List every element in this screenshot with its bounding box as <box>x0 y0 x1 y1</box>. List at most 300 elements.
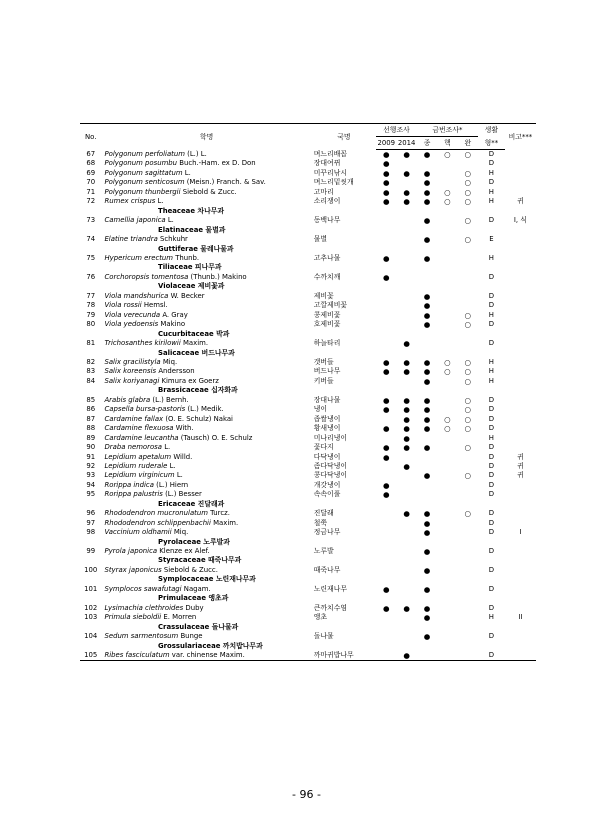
author-citation: (L.) Hiern <box>153 480 189 489</box>
author-citation: Duby <box>183 603 204 612</box>
species-epithet: Polygonum perfoliatum <box>104 149 185 158</box>
author-citation: L. <box>167 461 176 470</box>
scientific-name <box>101 377 311 386</box>
header-no: No. <box>80 124 101 150</box>
row-number: 81 <box>86 339 96 348</box>
author-citation: Nagam. <box>181 584 211 593</box>
survey-mark <box>437 169 457 178</box>
survey-mark: ● <box>423 150 431 159</box>
survey-mark <box>458 301 478 310</box>
row-number: 87 <box>86 414 96 423</box>
survey-mark <box>417 273 437 282</box>
life-form: D <box>488 272 495 281</box>
survey-mark <box>458 547 478 556</box>
table-row <box>80 519 536 528</box>
korean-name: 콩제비꽃 <box>313 310 341 319</box>
header-haek: 핵 <box>437 137 457 150</box>
species-epithet: Primula sieboldii <box>104 613 162 622</box>
remark <box>505 339 536 348</box>
remark <box>505 311 536 320</box>
survey-mark <box>396 254 416 263</box>
species-epithet: Vaccinium oldhamii <box>104 528 172 537</box>
survey-mark: ○ <box>444 424 451 434</box>
header-jong: 종 <box>417 137 437 150</box>
survey-mark: ● <box>382 178 390 188</box>
species-epithet: Viola verecunda <box>104 310 161 319</box>
scientific-name <box>101 566 311 575</box>
survey-mark <box>437 585 457 594</box>
survey-mark: ● <box>423 603 431 613</box>
life-form: H <box>488 168 494 177</box>
life-form: D <box>488 159 495 168</box>
survey-mark: ○ <box>444 197 451 207</box>
family-name: Elatinaceae 물별과 <box>158 225 226 234</box>
survey-mark <box>437 528 457 537</box>
survey-mark <box>376 528 396 537</box>
species-epithet: Ribes fasciculatum <box>104 651 170 660</box>
remark <box>505 178 536 187</box>
survey-mark <box>458 481 478 490</box>
family-name: Grossulariaceae 까치밥나무과 <box>158 641 263 650</box>
survey-mark: ● <box>423 367 431 377</box>
survey-mark <box>437 604 457 613</box>
survey-mark <box>437 519 457 528</box>
author-citation: E. Morren <box>161 613 197 622</box>
family-name: Ericaceae 진달래과 <box>158 499 225 508</box>
survey-mark <box>396 216 416 225</box>
row-number: 91 <box>86 452 96 461</box>
life-form: D <box>488 395 495 404</box>
row-number: 102 <box>84 603 98 612</box>
table-row <box>80 377 536 386</box>
remark <box>505 367 536 376</box>
header-wan: 완 <box>458 137 478 150</box>
survey-mark <box>376 462 396 471</box>
survey-mark: ● <box>382 452 390 462</box>
survey-mark: ● <box>423 178 431 188</box>
survey-mark: ● <box>382 424 390 434</box>
survey-mark <box>458 462 478 471</box>
survey-mark: ● <box>382 159 390 169</box>
survey-mark: ● <box>423 301 431 311</box>
family-row <box>80 386 536 395</box>
table-row <box>80 159 536 168</box>
table-row <box>80 434 536 443</box>
remark: 귀 <box>517 197 524 206</box>
survey-mark: ○ <box>464 310 472 320</box>
row-number: 101 <box>84 584 98 593</box>
author-citation: Maxim. <box>180 339 209 348</box>
header-korean-name: 국명 <box>312 124 376 150</box>
korean-name: 까마귀밥나무 <box>312 651 376 661</box>
survey-mark <box>437 396 457 405</box>
survey-mark: ○ <box>464 509 472 519</box>
row-number: 93 <box>86 471 96 480</box>
korean-name: 소리쟁이 <box>313 197 341 206</box>
survey-mark: ● <box>382 150 390 159</box>
family-name: Crassulaceae 돌나물과 <box>158 622 239 631</box>
korean-name: 돌나물 <box>313 632 334 641</box>
scientific-name <box>101 169 311 178</box>
korean-name: 냉이 <box>313 405 328 414</box>
scientific-name <box>101 651 311 661</box>
survey-mark: ● <box>423 414 431 424</box>
life-form: D <box>488 471 495 480</box>
family-row <box>80 349 536 358</box>
korean-name: 꽃다지 <box>313 443 334 452</box>
remark <box>505 509 536 518</box>
survey-mark: ○ <box>464 395 472 405</box>
row-number: 75 <box>86 253 96 262</box>
life-form: D <box>488 565 495 574</box>
family-name: Cucurbitaceae 박과 <box>158 329 230 338</box>
survey-mark <box>437 216 457 225</box>
species-epithet: Trichosanthes kirilowii <box>104 339 181 348</box>
survey-mark: ○ <box>444 187 451 197</box>
survey-mark <box>437 490 457 499</box>
survey-mark <box>396 320 416 329</box>
family-row <box>80 538 536 547</box>
table-row <box>80 453 536 462</box>
row-number: 90 <box>86 443 96 452</box>
korean-name: 하늘타리 <box>313 339 341 348</box>
family-name: Symplocaceae 노린재나무과 <box>158 575 256 584</box>
scientific-name <box>101 292 311 301</box>
survey-mark <box>437 311 457 320</box>
survey-mark <box>437 453 457 462</box>
header-life-form: 생활 <box>478 124 505 137</box>
author-citation: Hemsl. <box>141 301 168 310</box>
table-row <box>80 169 536 178</box>
life-form: H <box>488 197 494 206</box>
scientific-name <box>101 301 311 310</box>
scientific-name <box>101 178 311 187</box>
scientific-name <box>101 462 311 471</box>
life-form: D <box>488 480 495 489</box>
korean-name: 진달래 <box>313 509 334 518</box>
survey-mark <box>376 311 396 320</box>
survey-mark: ● <box>403 197 410 207</box>
survey-mark <box>437 320 457 329</box>
family-row <box>80 226 536 235</box>
family-name: Tiliaceae 피나무과 <box>158 263 222 272</box>
author-citation: (L.) Medik. <box>185 405 224 414</box>
scientific-name <box>101 481 311 490</box>
survey-mark: ● <box>423 613 431 623</box>
scientific-name <box>101 547 311 556</box>
remark <box>505 169 536 178</box>
remark <box>505 159 536 168</box>
header-previous-survey: 선행조사 <box>376 124 417 137</box>
remark <box>505 358 536 367</box>
korean-name: 좀다닥냉이 <box>313 461 347 470</box>
survey-mark <box>458 254 478 263</box>
family-name: Salicaceae 버드나무과 <box>158 348 235 357</box>
row-number: 100 <box>84 565 98 574</box>
scientific-name <box>101 188 311 197</box>
survey-mark <box>437 405 457 414</box>
row-number: 74 <box>86 235 96 244</box>
remark <box>505 377 536 386</box>
author-citation: (L.) Bernh. <box>150 395 189 404</box>
survey-mark <box>458 613 478 622</box>
survey-mark <box>437 159 457 168</box>
scientific-name <box>101 471 311 480</box>
header-year-2009: 2009 <box>376 137 396 150</box>
survey-mark <box>396 273 416 282</box>
survey-mark <box>417 159 437 168</box>
life-form: H <box>488 376 494 385</box>
survey-mark: ○ <box>464 187 472 197</box>
survey-mark: ● <box>382 405 390 415</box>
survey-mark: ○ <box>444 150 451 159</box>
table-row <box>80 481 536 490</box>
row-number: 82 <box>86 357 96 366</box>
survey-mark <box>437 471 457 480</box>
survey-mark <box>417 651 437 661</box>
life-form: D <box>488 150 495 158</box>
table-body <box>80 150 536 661</box>
scientific-name <box>101 490 311 499</box>
survey-mark: ● <box>423 168 431 178</box>
survey-mark <box>376 216 396 225</box>
row-number: 72 <box>86 197 96 206</box>
survey-mark <box>396 377 416 386</box>
survey-mark <box>417 434 437 443</box>
life-form: D <box>488 518 495 527</box>
table-row <box>80 339 536 348</box>
author-citation: Bunge <box>178 632 203 641</box>
survey-mark <box>376 519 396 528</box>
survey-mark <box>376 292 396 301</box>
survey-mark <box>437 292 457 301</box>
table-row <box>80 405 536 414</box>
survey-mark: ● <box>423 528 431 538</box>
life-form: D <box>488 424 495 433</box>
life-form: H <box>488 433 494 442</box>
life-form: D <box>488 339 495 348</box>
survey-mark: ● <box>423 518 431 528</box>
author-citation: Klenze ex Alef. <box>157 547 210 556</box>
table-row <box>80 254 536 263</box>
author-citation: With. <box>173 424 194 433</box>
species-epithet: Elatine triandra <box>104 235 158 244</box>
survey-mark: ● <box>423 632 431 642</box>
survey-mark <box>458 519 478 528</box>
survey-mark <box>396 547 416 556</box>
table-row <box>80 566 536 575</box>
survey-mark <box>376 320 396 329</box>
survey-mark: ● <box>382 367 390 377</box>
species-epithet: Rorippa indica <box>104 480 154 489</box>
species-epithet: Camellia japonica <box>104 216 166 225</box>
korean-name: 때죽나무 <box>313 565 341 574</box>
family-name: Theaceae 차나무과 <box>158 206 225 215</box>
author-citation: Willd. <box>171 452 193 461</box>
author-citation: L. <box>155 197 164 206</box>
life-form: D <box>488 443 495 452</box>
species-epithet: Viola mandshurica <box>104 291 169 300</box>
family-row <box>80 623 536 632</box>
survey-mark <box>417 490 437 499</box>
survey-mark: ○ <box>444 367 451 377</box>
family-row <box>80 556 536 565</box>
species-epithet: Viola yedoensis <box>104 320 159 329</box>
survey-mark <box>437 509 457 518</box>
korean-name: 수까치깨 <box>313 272 341 281</box>
korean-name: 큰까치수염 <box>313 603 347 612</box>
survey-mark: ● <box>403 603 410 613</box>
survey-mark: ● <box>403 357 410 367</box>
row-number: 85 <box>86 395 96 404</box>
table-row <box>80 358 536 367</box>
survey-mark <box>376 434 396 443</box>
scientific-name <box>101 453 311 462</box>
survey-mark: ○ <box>464 320 472 330</box>
scientific-name <box>101 434 311 443</box>
survey-mark <box>396 490 416 499</box>
author-citation: L. <box>165 216 174 225</box>
author-citation: Miq. <box>160 357 178 366</box>
survey-mark <box>417 339 437 348</box>
family-row <box>80 282 536 291</box>
family-row <box>80 245 536 254</box>
survey-mark: ● <box>382 395 390 405</box>
survey-mark: ○ <box>464 357 472 367</box>
survey-mark <box>437 377 457 386</box>
survey-mark <box>437 547 457 556</box>
survey-mark: ● <box>403 414 410 424</box>
survey-mark: ○ <box>464 471 472 481</box>
survey-mark <box>396 292 416 301</box>
survey-mark: ● <box>423 310 431 320</box>
korean-name: 다닥냉이 <box>313 452 341 461</box>
korean-name: 미나리냉이 <box>313 433 347 442</box>
life-form: D <box>488 405 495 414</box>
row-number: 88 <box>86 424 96 433</box>
life-form: D <box>488 490 495 499</box>
survey-mark <box>458 339 478 348</box>
author-citation: Siebold & Zucc. <box>161 565 218 574</box>
row-number: 86 <box>86 405 96 414</box>
life-form: D <box>478 651 505 661</box>
survey-mark <box>396 632 416 641</box>
author-citation: Maxim. <box>210 518 239 527</box>
survey-mark: ● <box>403 168 410 178</box>
life-form: H <box>488 253 494 262</box>
survey-mark: ● <box>382 197 390 207</box>
row-number: 77 <box>86 291 96 300</box>
korean-name: 미꾸리낚시 <box>313 168 347 177</box>
author-citation: (Thunb.) Makino <box>188 272 247 281</box>
family-row <box>80 642 536 651</box>
row-number: 103 <box>84 613 98 622</box>
survey-mark <box>376 415 396 424</box>
korean-name: 갯버들 <box>313 357 334 366</box>
scientific-name <box>101 216 311 225</box>
survey-mark: ● <box>382 357 390 367</box>
survey-mark: ● <box>403 433 410 443</box>
survey-mark: ● <box>403 367 410 377</box>
survey-mark: ○ <box>464 376 472 386</box>
table-row <box>80 462 536 471</box>
row-number: 80 <box>86 320 96 329</box>
species-epithet: Polygonum sagittatum <box>104 168 183 177</box>
remark: 귀 <box>517 452 524 461</box>
survey-mark: ○ <box>464 235 472 245</box>
remark <box>505 235 536 244</box>
survey-mark: ● <box>403 187 410 197</box>
survey-mark: ● <box>423 253 431 263</box>
row-number: 105 <box>80 651 101 661</box>
author-citation: (Meisn.) Franch. & Sav. <box>184 178 266 187</box>
table-row <box>80 235 536 244</box>
survey-mark: ● <box>382 490 390 500</box>
row-number: 97 <box>86 518 96 527</box>
korean-name: 황새냉이 <box>313 424 341 433</box>
table-row <box>80 424 536 433</box>
survey-mark: ○ <box>464 216 472 226</box>
author-citation: W. Becker <box>168 291 205 300</box>
survey-mark <box>376 377 396 386</box>
korean-name: 노린재나무 <box>313 584 347 593</box>
survey-mark <box>396 519 416 528</box>
table-row <box>80 443 536 452</box>
author-citation: L. <box>174 471 183 480</box>
table-row <box>80 367 536 376</box>
survey-mark: ● <box>423 357 431 367</box>
species-epithet: Lepidium ruderale <box>104 461 168 470</box>
scientific-name <box>101 585 311 594</box>
survey-mark: ● <box>423 395 431 405</box>
author-citation: Turcz. <box>207 509 230 518</box>
header-scientific-name: 학명 <box>101 124 311 150</box>
table-row <box>80 509 536 518</box>
table-row <box>80 197 536 206</box>
korean-name: 장대나물 <box>313 395 341 404</box>
life-form: D <box>488 452 495 461</box>
life-form: D <box>488 547 495 556</box>
species-epithet: Sedum sarmentosum <box>104 632 179 641</box>
header-life-form-2: 형** <box>478 137 505 150</box>
species-table <box>80 123 536 661</box>
survey-mark <box>458 566 478 575</box>
table-row <box>80 632 536 641</box>
survey-mark: ● <box>423 235 431 245</box>
header-current-survey: 금번조사* <box>417 124 478 137</box>
family-row <box>80 500 536 509</box>
remark <box>505 396 536 405</box>
life-form: E <box>489 235 494 244</box>
species-epithet: Salix koreensis <box>104 367 157 376</box>
survey-mark <box>437 632 457 641</box>
remark <box>505 604 536 613</box>
survey-mark <box>437 301 457 310</box>
species-epithet: Rumex crispus <box>104 197 156 206</box>
life-form: H <box>488 310 494 319</box>
scientific-name <box>101 320 311 329</box>
scientific-name <box>101 339 311 348</box>
survey-mark: ● <box>423 187 431 197</box>
remark <box>505 547 536 556</box>
scientific-name <box>101 415 311 424</box>
survey-mark <box>458 604 478 613</box>
survey-mark <box>437 178 457 187</box>
table-row <box>80 490 536 499</box>
korean-name: 키버들 <box>313 376 334 385</box>
scientific-name <box>101 235 311 244</box>
survey-mark <box>458 490 478 499</box>
